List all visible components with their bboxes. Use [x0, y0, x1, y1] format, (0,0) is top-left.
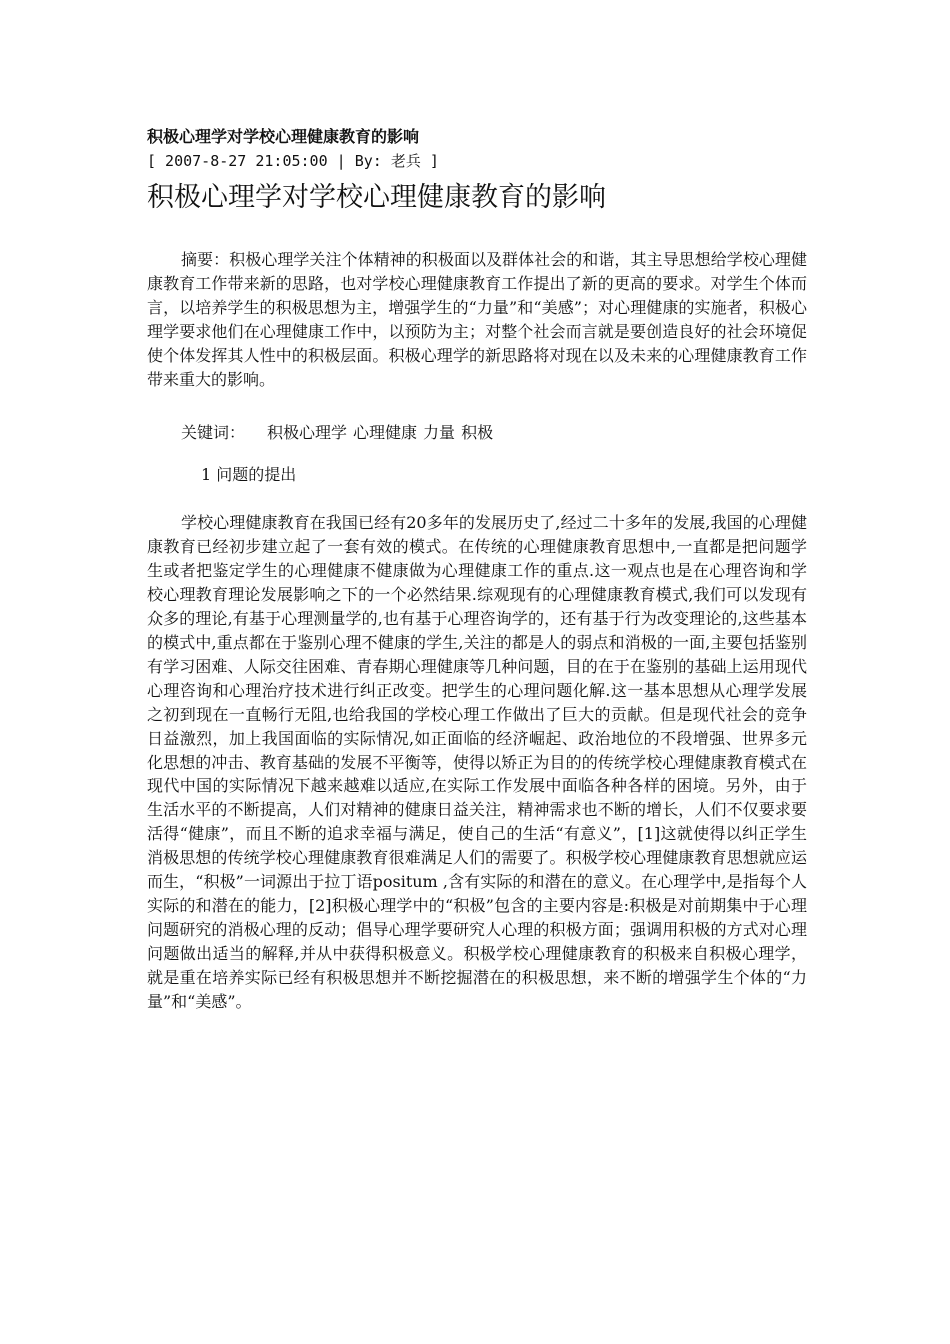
page-title: 积极心理学对学校心理健康教育的影响 [147, 182, 606, 213]
article-header-title: 积极心理学对学校心理健康教育的影响 [147, 127, 420, 146]
keyword: 积极 [461, 423, 494, 443]
keyword: 积极心理学 [267, 423, 348, 443]
body-paragraph: 学校心理健康教育在我国已经有20多年的发展历史了,经过二十多年的发展,我国的心理健康教育已经初步建立起了一套有效的模式。在传统的心理健康教育思想中,一直都是把问题学生或者把鉴定学生的心理健康不健康做为心理健康工作的重点.这一观点也是在心理咨询和学校心理教育理论发展影响之下的一个必然结果.综观现有的心理健康教育模式,我们可以发现有众多的理论,有基于心理测量学的,也有基于心理咨询学的，还有基于行为改变理论的,这些基本的模式中,重点都在于鉴别心理不健康的学生,关注的都是人的弱点和消极的一面,主要包括鉴别有学习困难、人际交往困难、青春期心理健康等几种问题，目的在于在鉴别的基础上运用现代心理咨询和心理治疗技术进行纠正改变。把学生的心理问题化解.这一基本思想从心理学发展之初到现在一直畅行无阻,也给我国的学校心理工作做出了巨大的贡献。但是现代社会的竞争日益激烈，加上我国面临的实际情况,如正面临的经济崛起、政治地位的不段增强、世界多元化思想的冲击、教育基础的发展不平衡等，使得以矫正为目的的传统学校心理健康教育模式在现代中国的实际情况下越来越难以适应,在实际工作发展中面临各种各样的困境。另外，由于生活水平的不断提高，人们对精神的健康日益关注，精神需求也不断的增长，人们不仅要求要活得“健康”，而且不断的追求幸福与满足，使自己的生活“有意义”，[1]这就使得以纠正学生消极思想的传统学校心理健康教育很难满足人们的需要了。积极学校心理健康教育思想就应运而生，“积极”一词源出于拉丁语positum ,含有实际的和潜在的意义。在心理学中,是指每个人实际的和潜在的能力，[2]积极心理学中的“积极”包含的主要内容是:积极是对前期集中于心理问题研究的消极心理的反动；倡导心理学要研究人心理的积极方面；强调用积极的方式对心理问题做出适当的解释,并从中获得积极意义。积极学校心理健康教育的积极来自积极心理学，就是重在培养实际已经有积极思想并不断挖掘潜在的积极思想，来不断的增强学生个体的“力量”和“美感”。 [147, 513, 807, 1011]
abstract-paragraph: 摘要：积极心理学关注个体精神的积极面以及群体社会的和谐，其主导思想给学校心理健康教育工作带来新的思路，也对学校心理健康教育工作提出了新的更高的要求。对学生个体而言，以培养学生的积极思想为主，增强学生的“力量”和“美感”；对心理健康的实施者，积极心理学要求他们在心理健康工作中，以预防为主；对整个社会而言就是要创造良好的社会环境促使个体发挥其人性中的积极层面。积极心理学的新思路将对现在以及未来的心理健康教育工作带来重大的影响。 [147, 250, 807, 389]
keyword: 心理健康 [353, 423, 418, 443]
article-meta: [ 2007-8-27 21:05:00 | By: 老兵 ] [147, 152, 439, 170]
keyword: 力量 [423, 423, 456, 443]
section-heading: 1 问题的提出 [201, 465, 297, 485]
keywords-line [147, 421, 807, 445]
article [147, 124, 807, 1013]
keywords-label: 关键词： [181, 423, 246, 443]
